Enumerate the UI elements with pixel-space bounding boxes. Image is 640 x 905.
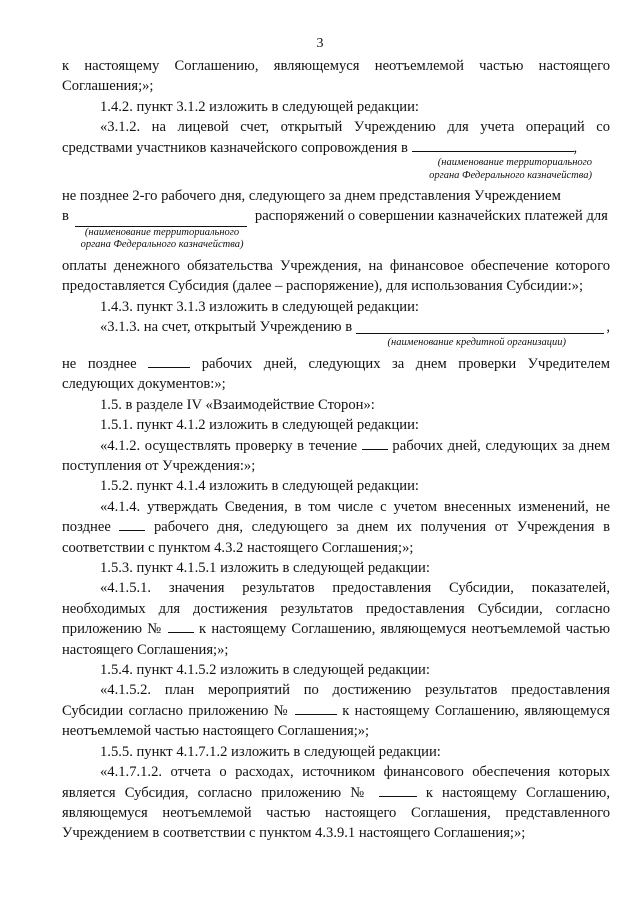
paragraph-text: не позднее — [62, 355, 137, 372]
paragraph: не позднее 2-го рабочего дня, следующего за днем представления Учреждением — [62, 188, 561, 205]
paragraph — [62, 762, 610, 844]
paragraph-text: в — [62, 208, 69, 225]
paragraph-text: к настоящему Соглашению, являющемуся неотъемлемой частью настоящего Соглашения, представленного Учреждением в соответствии с пунктом 4.3.9.1 настоящего Соглашения;»; — [62, 784, 610, 842]
blank-field — [148, 354, 190, 368]
paragraph — [62, 354, 610, 395]
caption-line: органа Федерального казначейства) — [80, 239, 244, 251]
paragraph: 1.5.4. пункт 4.1.5.2 изложить в следующей редакции: — [100, 662, 430, 679]
paragraph-text: «4.1.5.1. значения результатов предоставления Субсидии, показателей, необходимых для достижения результатов предоставления Субсидии, согласно приложению № — [62, 580, 610, 638]
caption-line: (наименование территориального — [84, 226, 240, 238]
paragraph: 1.5.3. пункт 4.1.5.1 изложить в следующей редакции: — [100, 560, 430, 577]
paragraph — [62, 497, 610, 558]
blank-field — [356, 320, 604, 334]
caption-line: (наименование территориального — [437, 157, 592, 169]
blank-field — [412, 138, 574, 152]
paragraph — [62, 206, 610, 226]
paragraph: к настоящему Соглашению, являющемуся неотъемлемой частью настоящего Соглашения;»; — [62, 58, 610, 95]
paragraph: 1.5. в разделе IV «Взаимодействие Сторон»: — [100, 396, 375, 413]
paragraph-text: к настоящему Соглашению, являющемуся неотъемлемой частью настоящего Соглашения;»; — [62, 621, 610, 658]
caption-line: органа Федерального казначейства) — [429, 169, 592, 181]
paragraph: 1.4.2. пункт 3.1.2 изложить в следующей редакции: — [100, 98, 419, 115]
paragraph-text: «3.1.2. на лицевой счет, открытый Учреждению для учета операций со средствами участников казначейского сопровождения в — [62, 119, 610, 156]
paragraph: 1.5.1. пункт 4.1.2 изложить в следующей редакции: — [100, 417, 419, 434]
paragraph — [62, 317, 610, 337]
blank-field — [119, 517, 145, 531]
paragraph: 1.5.5. пункт 4.1.7.1.2 изложить в следующей редакции: — [100, 743, 441, 760]
paragraph-text: рабочих дней, следующих за днем поступления от Учреждения:»; — [62, 437, 610, 474]
paragraph: оплаты денежного обязательства Учреждения, на финансовое обеспечение которого предоставляется Субсидия (далее – распоряжение), для использования Субсидии:»; — [62, 257, 610, 295]
punct: , — [573, 139, 578, 156]
paragraph-text: к настоящему Соглашению, являющемуся неотъемлемой частью настоящего Соглашения;»; — [62, 702, 610, 740]
paragraph-text: «4.1.2. осуществлять проверку в течение — [100, 437, 358, 454]
paragraph: 1.5.2. пункт 4.1.4 изложить в следующей редакции: — [100, 478, 419, 495]
paragraph-text: «3.1.3. на счет, открытый Учреждению в — [100, 319, 353, 336]
paragraph — [62, 117, 610, 158]
paragraph-text: распоряжений о совершении казначейских платежей для — [254, 208, 608, 225]
paragraph — [62, 578, 610, 660]
paragraph-text: рабочих дней, следующих за днем проверки Учредителем следующих документов:»; — [62, 355, 611, 393]
page-number: 3 — [316, 36, 324, 51]
paragraph — [62, 436, 610, 477]
field-caption — [62, 227, 262, 252]
blank-field — [295, 701, 337, 715]
paragraph-text: «4.1.4. утверждать Сведения, в том числе с учетом внесенных изменений, не позднее — [62, 498, 610, 536]
paragraph-text: рабочего дня, следующего за днем их получения от Учреждения в соответствии с пунктом 4.3.2 настоящего Соглашения;»; — [62, 519, 610, 556]
field-caption: (наименование кредитной организации) — [387, 337, 566, 349]
blank-field — [75, 213, 247, 227]
paragraph: 1.4.3. пункт 3.1.3 изложить в следующей редакции: — [100, 298, 419, 315]
paragraph-text: «4.1.7.1.2. отчета о расходах, источником финансового обеспечения которых является Субсидия, согласно приложению № — [62, 764, 610, 801]
blank-field — [168, 619, 194, 633]
field-caption — [62, 157, 610, 182]
punct: , — [606, 319, 610, 336]
blank-field — [362, 436, 388, 450]
paragraph-text: «4.1.5.2. план мероприятий по достижению результатов предоставления Субсидии согласно приложению № — [62, 682, 610, 719]
paragraph — [62, 680, 610, 741]
blank-field — [379, 783, 417, 797]
document-body — [62, 56, 610, 844]
